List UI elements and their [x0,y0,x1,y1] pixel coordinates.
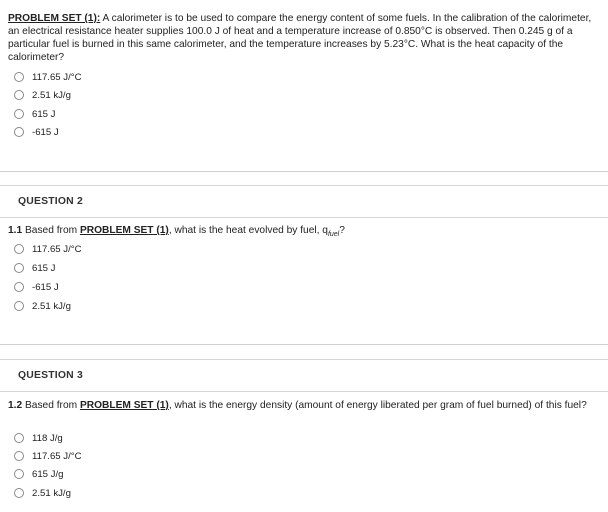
question-text: , what is the heat evolved by fuel, q [168,225,328,236]
q2-option-4[interactable] [14,299,71,313]
radio-button[interactable] [14,433,24,443]
radio-button[interactable] [14,301,24,311]
q1-option-4[interactable] [14,125,59,139]
option-label: 2.51 kJ/g [32,300,71,312]
option-label: 117.65 J/°C [32,71,82,83]
radio-button[interactable] [14,244,24,254]
question-3-header [0,359,608,392]
q1-option-3[interactable] [14,107,55,121]
option-label: -615 J [32,281,59,293]
option-label: 615 J [32,262,56,274]
divider [0,171,608,172]
option-label: 117.65 J/°C [32,243,82,255]
radio-button[interactable] [14,282,24,292]
question-2-header [0,185,608,218]
subscript: fuel [327,231,340,239]
q2-option-3[interactable] [14,280,59,294]
q2-option-1[interactable] [14,242,82,256]
q1-option-1[interactable] [14,70,82,84]
question-text: , what is the energy density (amount of energy liberated per gram of fuel burned) of this fuel? [168,400,587,411]
option-label: 117.65 J/°C [32,450,82,462]
question-1-stem [8,12,602,64]
problem-set-link[interactable]: PROBLEM SET (1) [79,225,169,236]
question-text: Based from [22,400,80,411]
option-label: 118 J/g [32,432,63,444]
radio-button[interactable] [14,127,24,137]
radio-button[interactable] [14,488,24,498]
question-3-label: QUESTION 3 [18,370,83,381]
q2-option-2[interactable] [14,261,55,275]
radio-button[interactable] [14,109,24,119]
question-number: 1.1 [8,225,23,236]
question-2-stem [8,224,602,241]
option-label: 615 J/g [32,468,64,480]
q3-option-3[interactable] [14,467,63,481]
question-2-label: QUESTION 2 [18,196,83,207]
option-label: 2.51 kJ/g [32,487,71,499]
radio-button[interactable] [14,72,24,82]
question-1-text: A calorimeter is to be used to compare the energy content of some fuels. In the calibration of the calorimeter, an electrical resistance heater supplies 100.0 J of heat and a temperature increase of 0.850°C is observed. Then 0.245 g of a particular fuel is burned in this same calorimeter, and the temperature increases by 5.23°C. What is the heat capacity of the calorimeter? [8,13,592,63]
question-3-stem [8,399,602,412]
q1-option-2[interactable] [14,88,71,102]
question-text: Based from [22,225,80,236]
radio-button[interactable] [14,90,24,100]
radio-button[interactable] [14,451,24,461]
problem-set-label: PROBLEM SET (1): [8,13,101,24]
radio-button[interactable] [14,469,24,479]
problem-set-link[interactable]: PROBLEM SET (1) [79,400,169,411]
q3-option-1[interactable] [14,431,63,445]
q3-option-2[interactable] [14,449,82,463]
option-label: -615 J [32,126,59,138]
divider [0,344,608,345]
question-number: 1.2 [8,400,23,411]
option-label: 2.51 kJ/g [32,89,71,101]
q3-option-4[interactable] [14,486,71,500]
radio-button[interactable] [14,263,24,273]
option-label: 615 J [32,108,56,120]
question-text: ? [339,225,345,236]
